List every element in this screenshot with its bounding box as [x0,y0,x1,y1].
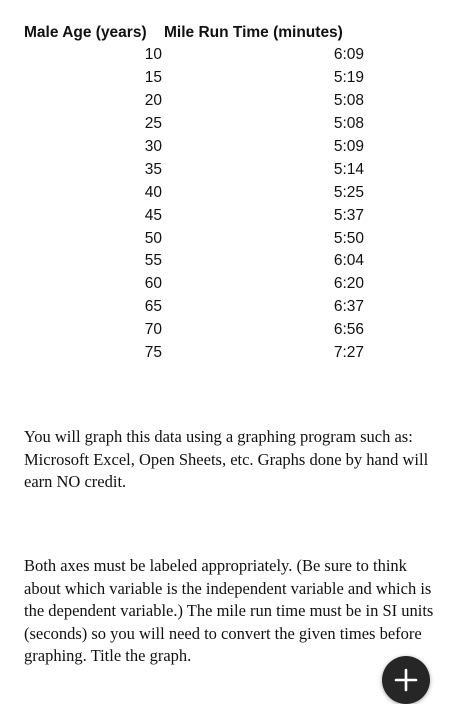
age-cell: 15 [144,69,162,87]
table-row [24,204,364,227]
axes-instructions-paragraph: Both axes must be labeled appropriately. (Be sure to think about which variable is the independent variable and which is the dependent variable.) The mile run time must be in SI units (seconds) so you will need to convert the given times before graphing. Title the graph. [24,556,434,665]
run-time-cell: 5:09 [333,138,364,155]
age-cell: 50 [144,229,162,247]
run-time-cell: 6:20 [333,275,364,293]
table-row [24,273,364,296]
run-time-cell: 5:19 [333,69,364,87]
run-time-cell: 6:09 [333,46,364,64]
run-time-cell: 5:08 [333,92,364,110]
run-time-cell: 6:37 [333,298,364,316]
run-time-cell: 5:08 [333,115,364,133]
column-header-run-time: Mile Run Time (minutes) [164,24,343,41]
table-row [24,158,364,181]
age-cell: 35 [144,160,162,178]
table-row [24,296,364,319]
run-time-cell: 6:04 [333,252,364,270]
run-time-cell: 5:37 [333,206,364,224]
age-cell: 75 [144,344,162,362]
table-row [24,44,364,67]
age-cell: 70 [144,321,162,339]
table-row [24,227,364,250]
age-cell: 40 [144,183,162,201]
graphing-instructions-paragraph: You will graph this data using a graphing program such as: Microsoft Excel, Open Sheets, etc. Graphs done by hand will earn NO credit. [24,427,429,491]
run-time-cell: 6:56 [333,321,364,339]
table-row [24,136,364,159]
age-run-time-table [24,22,364,364]
age-cell: 60 [144,275,162,293]
add-button[interactable] [382,656,430,704]
age-cell: 10 [144,46,162,64]
age-cell: 30 [144,138,162,155]
table-row [24,342,364,365]
column-header-age: Male Age (years) [24,24,147,41]
table-row [24,113,364,136]
run-time-cell: 5:14 [333,160,364,178]
age-cell: 55 [144,252,162,270]
age-cell: 65 [144,298,162,316]
age-cell: 20 [144,92,162,110]
run-time-cell: 7:27 [333,344,364,362]
plus-icon [393,667,419,693]
age-cell: 45 [144,206,162,224]
run-time-cell: 5:25 [333,183,364,201]
table-row [24,319,364,342]
table-row [24,181,364,204]
table-header-row [24,22,364,44]
table-row [24,250,364,273]
table-row [24,67,364,90]
age-cell: 25 [144,115,162,133]
table-row [24,90,364,113]
run-time-cell: 5:50 [333,229,364,247]
